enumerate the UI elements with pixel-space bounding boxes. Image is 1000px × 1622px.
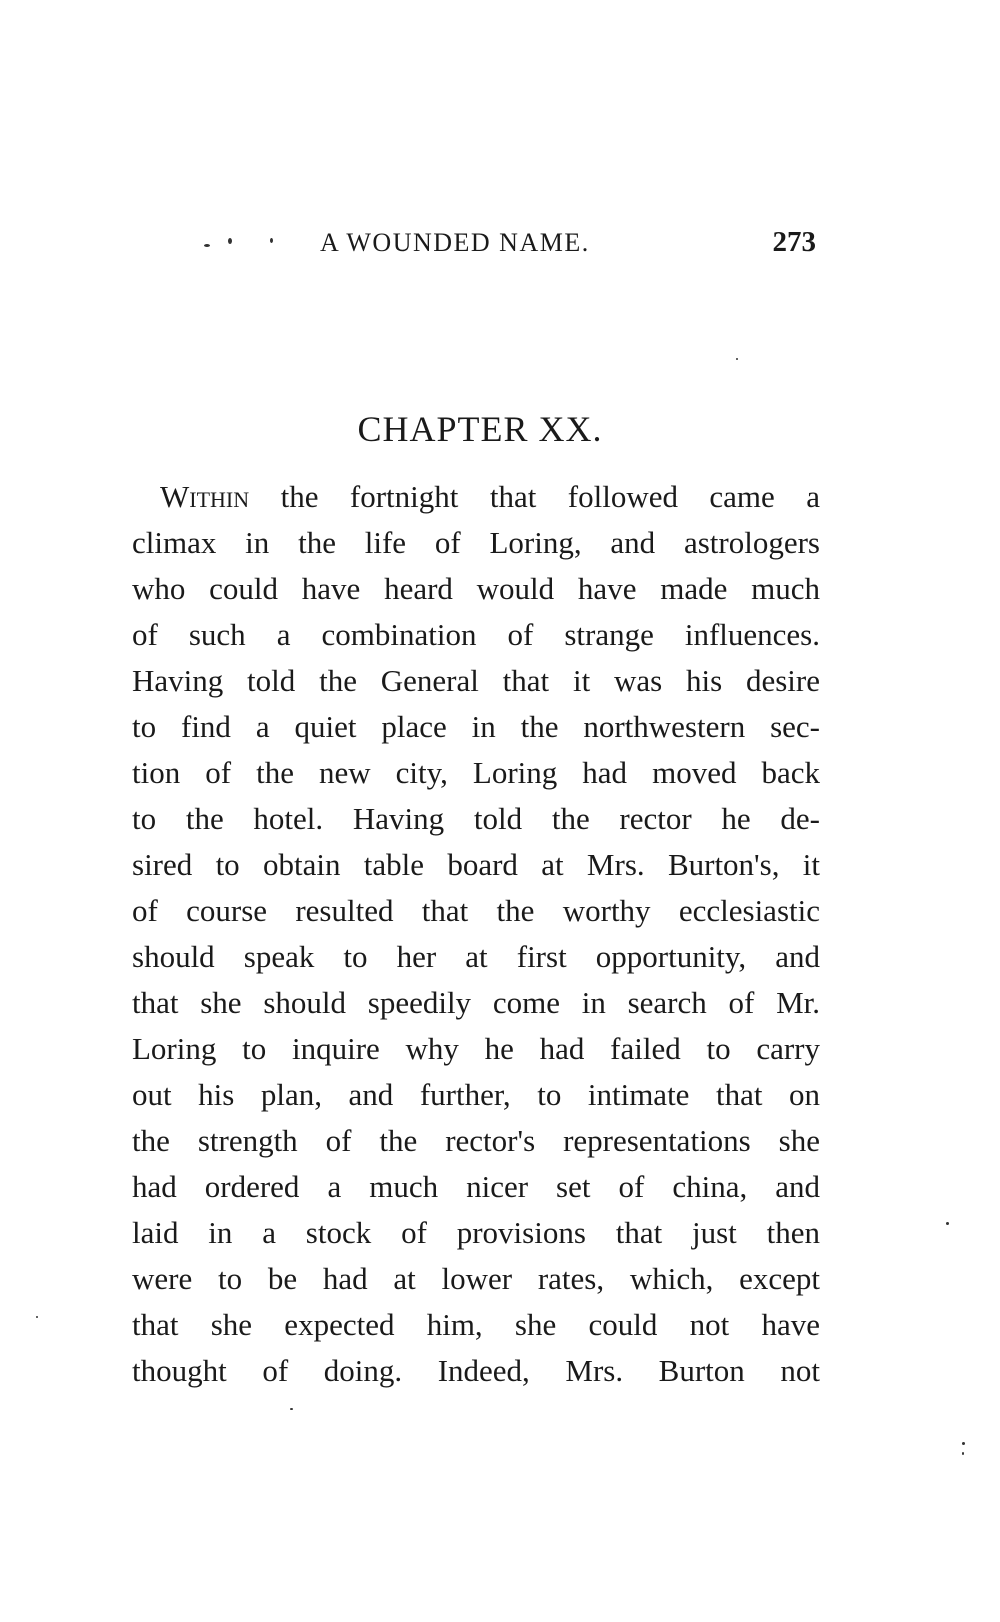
text-line: climax in the life of Loring, and astrologers bbox=[132, 525, 820, 560]
ink-speck bbox=[270, 238, 273, 243]
text-line: that she should speedily come in search of Mr. bbox=[132, 985, 820, 1020]
ink-speck bbox=[962, 1442, 965, 1445]
text-line: to the hotel. Having told the rector he de- bbox=[132, 801, 820, 836]
ink-speck bbox=[290, 1408, 293, 1410]
text-line: tion of the new city, Loring had moved back bbox=[132, 755, 820, 790]
text-line: were to be had at lower rates, which, except bbox=[132, 1261, 820, 1296]
ink-speck bbox=[36, 1316, 38, 1318]
ink-speck bbox=[962, 1452, 964, 1455]
ink-speck bbox=[204, 244, 210, 247]
page-number: 273 bbox=[772, 226, 816, 258]
chapter-heading: CHAPTER XX. bbox=[357, 409, 603, 449]
text-line: out his plan, and further, to intimate that on bbox=[132, 1077, 820, 1112]
text-line: had ordered a much nicer set of china, and bbox=[132, 1169, 820, 1204]
text-line bbox=[132, 474, 820, 520]
running-title: A WOUNDED NAME. bbox=[320, 228, 590, 257]
body-text bbox=[132, 474, 820, 1394]
text-line: that she expected him, she could not have bbox=[132, 1307, 820, 1342]
opening-word: Within bbox=[160, 479, 250, 514]
ink-speck bbox=[736, 358, 738, 360]
first-line-rest: the fortnight that followed came a bbox=[249, 479, 820, 514]
text-line: Having told the General that it was his desire bbox=[132, 663, 820, 698]
text-line: should speak to her at first opportunity, and bbox=[132, 939, 820, 974]
text-line: thought of doing. Indeed, Mrs. Burton not bbox=[132, 1353, 820, 1388]
ink-speck bbox=[946, 1222, 949, 1225]
text-line: to find a quiet place in the northwestern sec- bbox=[132, 709, 820, 744]
text-line: of such a combination of strange influences. bbox=[132, 617, 820, 652]
text-line: laid in a stock of provisions that just then bbox=[132, 1215, 820, 1250]
text-line: the strength of the rector's representations she bbox=[132, 1123, 820, 1158]
text-line: who could have heard would have made much bbox=[132, 571, 820, 606]
running-head bbox=[320, 228, 816, 268]
text-line: sired to obtain table board at Mrs. Burton's, it bbox=[132, 847, 820, 882]
text-line: of course resulted that the worthy ecclesiastic bbox=[132, 893, 820, 928]
ink-speck bbox=[228, 238, 232, 244]
text-line: Loring to inquire why he had failed to carry bbox=[132, 1031, 820, 1066]
